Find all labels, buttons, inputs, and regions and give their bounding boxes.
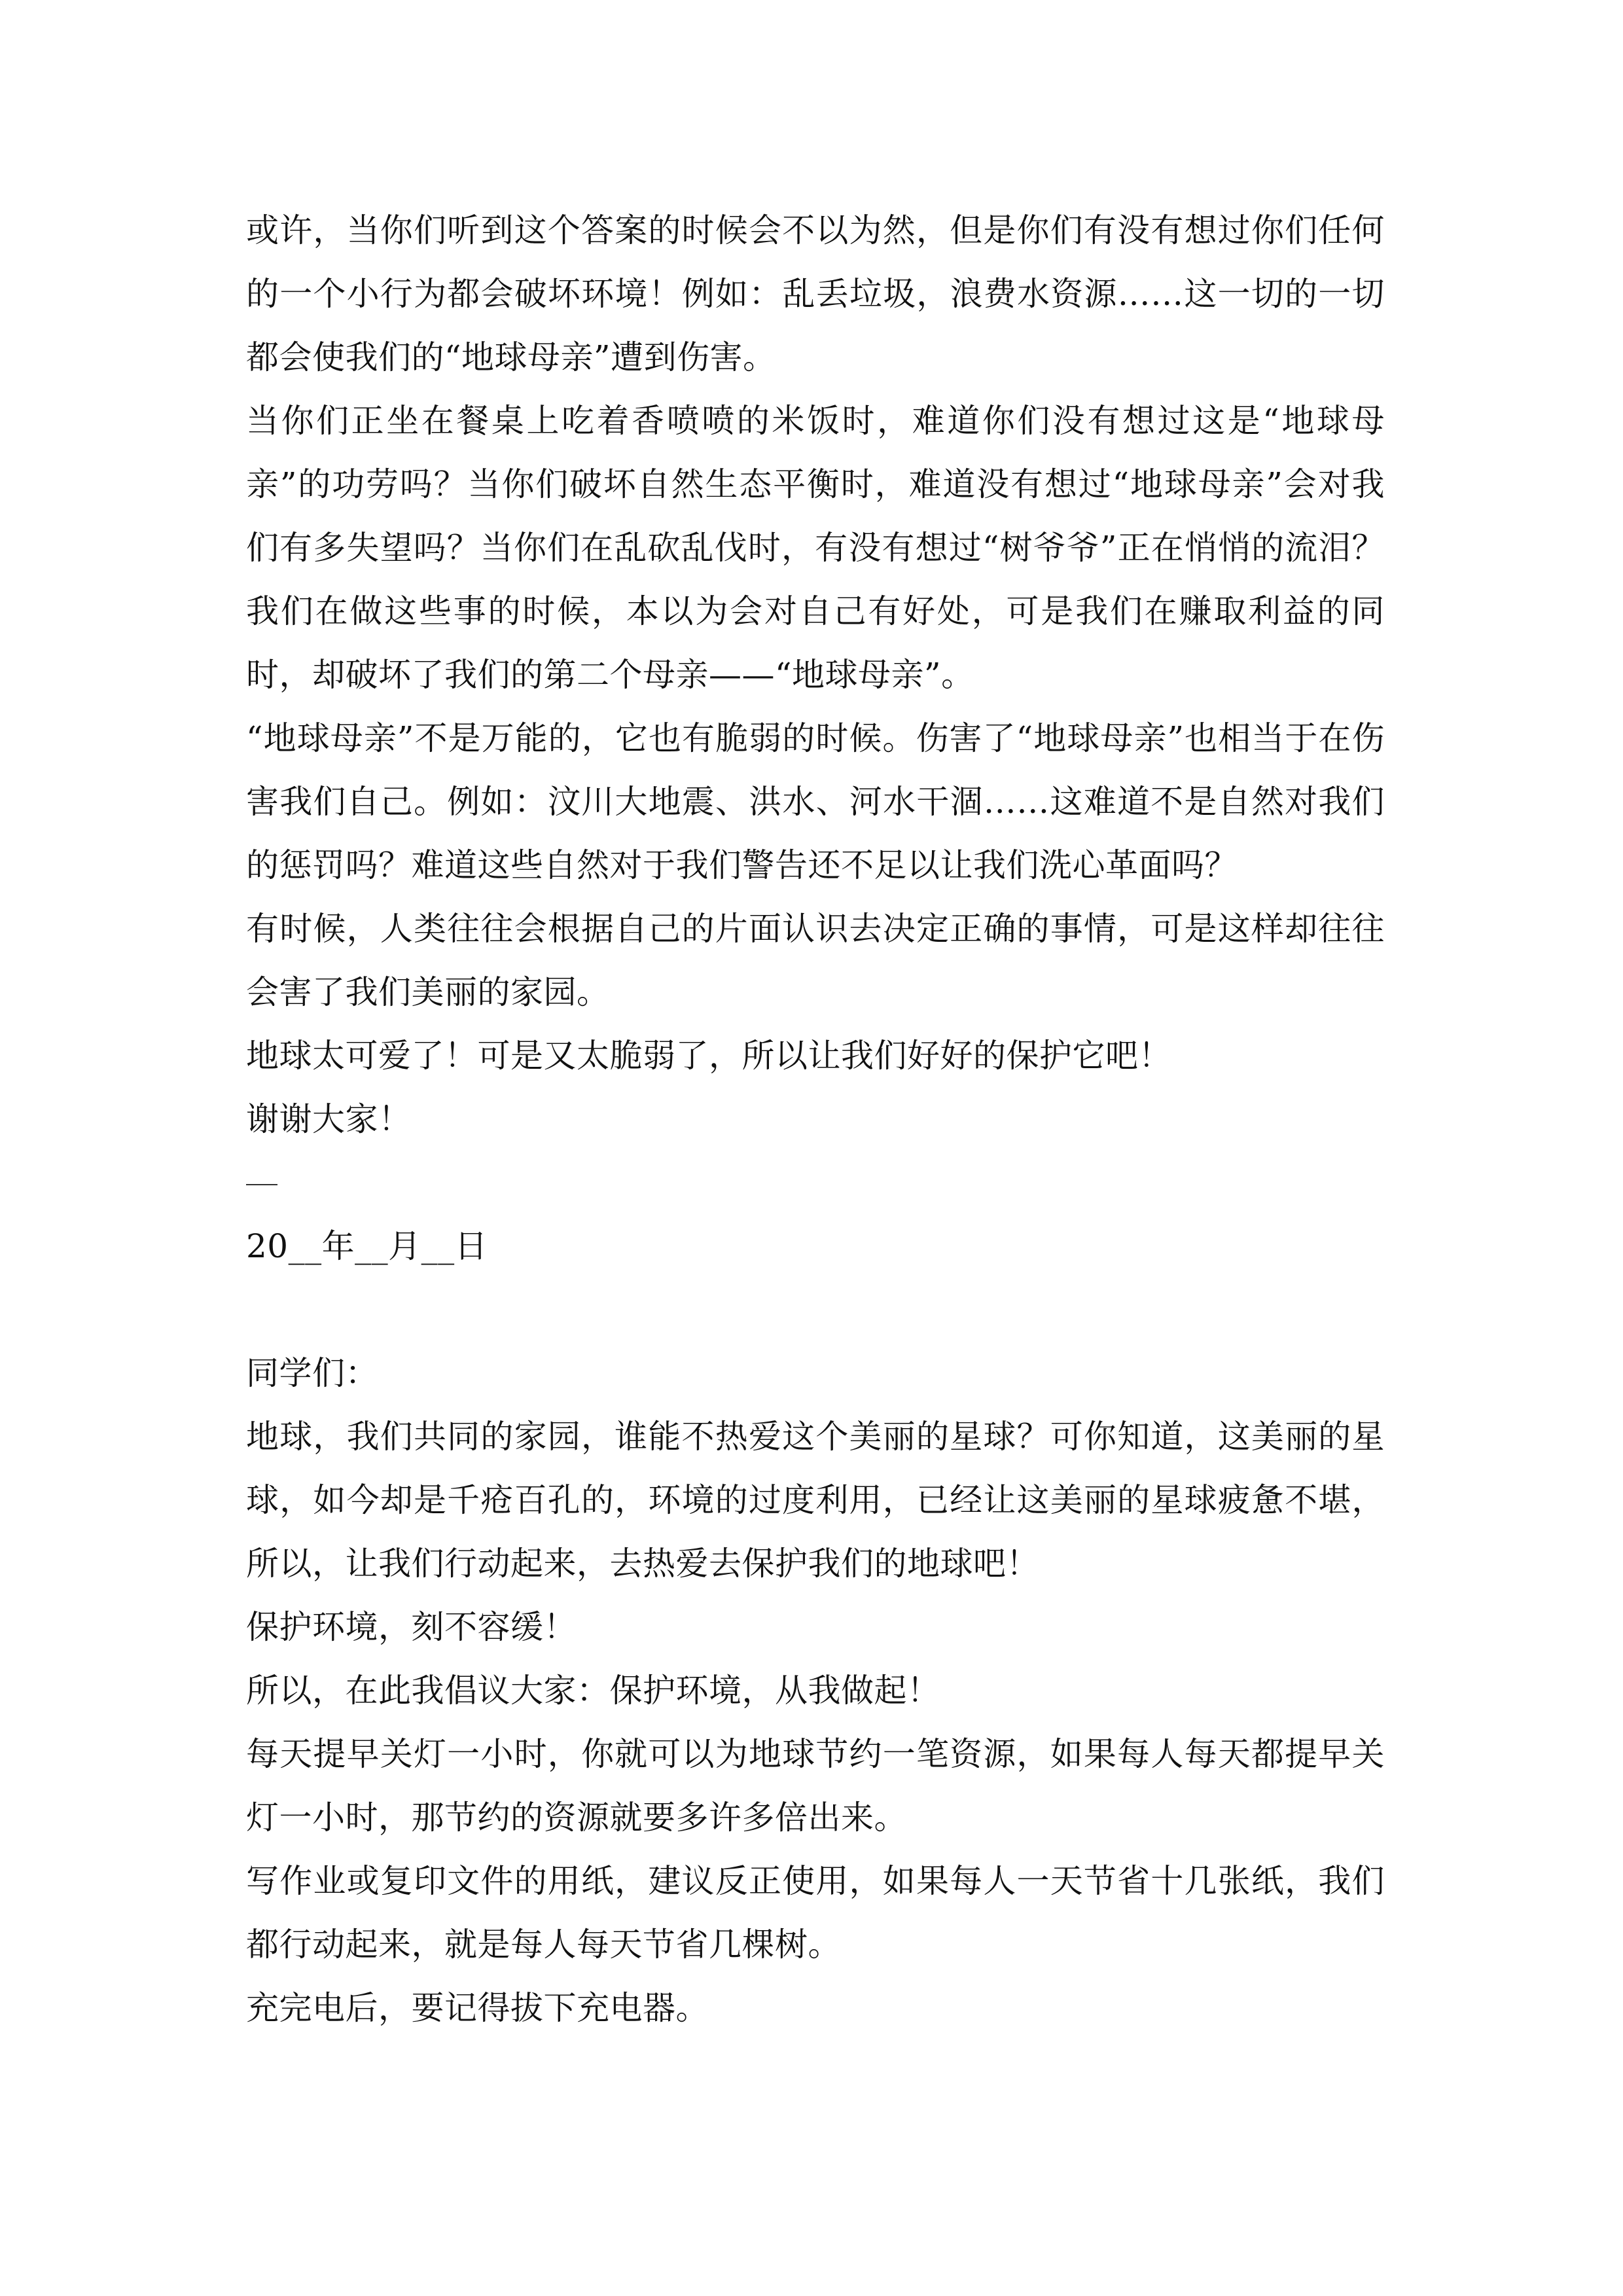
paragraph: 有时候，人类往往会根据自己的片面认识去决定正确的事情，可是这样却往往会害了我们美丽的家园。 (246, 910, 1385, 1011)
signature-blank (246, 1151, 1385, 1215)
date-line: 20__年__月__日 (246, 1227, 488, 1265)
paragraph: 每天提早关灯一小时，你就可以为地球节约一笔资源，如果每人每天都提早关灯一小时，那节约的资源就要多许多倍出来。 (246, 1735, 1385, 1837)
paragraph: 充完电后，要记得拔下充电器。 (246, 1989, 709, 2027)
paragraph: 所以，在此我倡议大家：保护环境，从我做起！ (246, 1672, 940, 1710)
salutation: 同学们： (246, 1354, 378, 1392)
signature-underline (246, 1184, 277, 1185)
section-spacer (246, 1278, 1385, 1342)
paragraph: “地球母亲”不是万能的，它也有脆弱的时候。伤害了“地球母亲”也相当于在伤害我们自己。例如：汶川大地震、洪水、河水干涸……这难道不是自然对我们的惩罚吗？难道这些自然对于我们警告还不足以让我们洗心革面吗？ (246, 719, 1385, 884)
closing-thanks: 谢谢大家！ (246, 1100, 412, 1138)
paragraph: 保护环境，刻不容缓！ (246, 1608, 577, 1646)
paragraph: 或许，当你们听到这个答案的时候会不以为然，但是你们有没有想过你们任何的一个小行为都会破坏环境！例如：乱丢垃圾，浪费水资源……这一切的一切都会使我们的“地球母亲”遭到伤害。 (246, 211, 1385, 376)
document-body (246, 199, 1385, 2040)
paragraph: 写作业或复印文件的用纸，建议反正使用，如果每人一天节省十几张纸，我们都行动起来，就是每人每天节省几棵树。 (246, 1862, 1385, 1964)
paragraph: 地球，我们共同的家园，谁能不热爱这个美丽的星球？可你知道，这美丽的星球，如今却是千疮百孔的，环境的过度利用，已经让这美丽的星球疲惫不堪，所以，让我们行动起来，去热爱去保护我们的地球吧！ (246, 1418, 1385, 1583)
paragraph: 当你们正坐在餐桌上吃着香喷喷的米饭时，难道你们没有想过这是“地球母亲”的功劳吗？当你们破坏自然生态平衡时，难道没有想过“地球母亲”会对我们有多失望吗？当你们在乱砍乱伐时，有没有想过“树爷爷”正在悄悄的流泪？我们在做这些事的时候，本以为会对自己有好处，可是我们在赚取利益的同时，却破坏了我们的第二个母亲——“地球母亲”。 (246, 402, 1385, 694)
paragraph: 地球太可爱了！可是又太脆弱了，所以让我们好好的保护它吧！ (246, 1037, 1171, 1075)
